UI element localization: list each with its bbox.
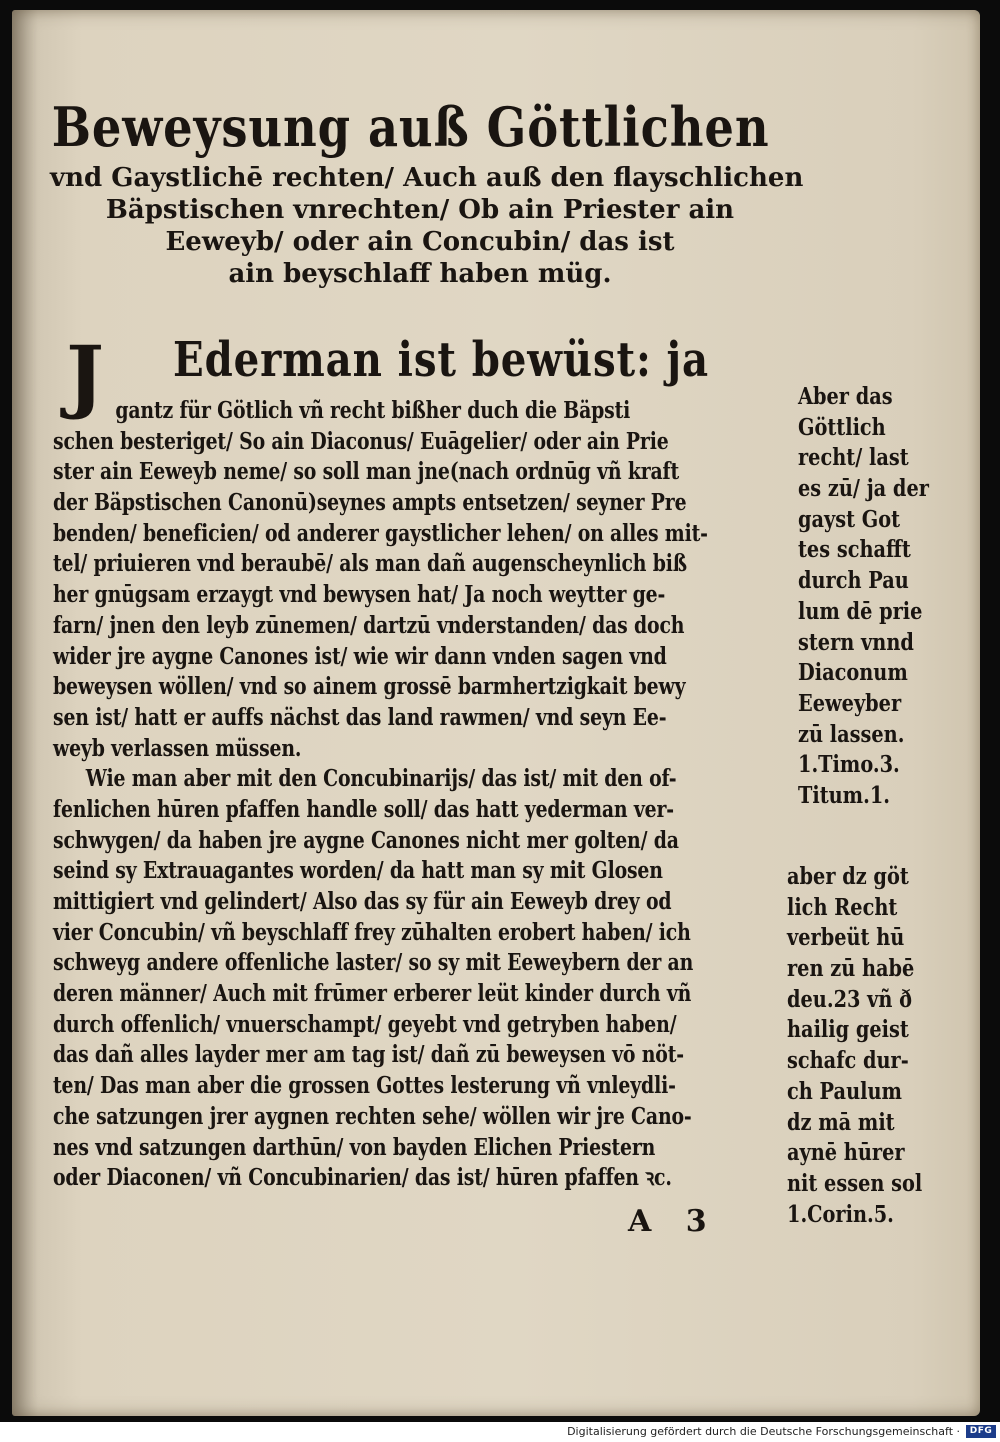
text-line: der Bäpstischen Canonū)seynes ampts entsetzen/ seyner Pre bbox=[53, 489, 687, 517]
heading-block bbox=[50, 92, 804, 290]
margin-line: schafc dur- bbox=[787, 1047, 909, 1075]
margin-line: zū lassen. bbox=[798, 720, 905, 748]
text-line: oder Diaconen/ vñ Concubinarien/ das ist/ hūren pfaffen ꝛc. bbox=[53, 1164, 672, 1192]
margin-line: 1.Timo.3. bbox=[798, 751, 900, 779]
paragraph-1 bbox=[53, 396, 773, 764]
margin-line: aber dz göt bbox=[787, 863, 909, 890]
text-line: seind sy Extrauagantes worden/ da hatt man sy mit Glosen bbox=[53, 857, 663, 885]
text-line: Wie man aber mit den Concubinarijs/ das ist/ mit den of- bbox=[85, 765, 677, 793]
margin-line: durch Pau bbox=[798, 567, 909, 595]
text-line: schen besteriget/ So ain Diaconus/ Euāgelier/ oder ain Prie bbox=[53, 427, 669, 455]
margin-line: Aber das bbox=[798, 383, 893, 410]
margin-line: dz mā mit bbox=[787, 1108, 895, 1136]
margin-line: verbeüt hū bbox=[787, 924, 905, 952]
funding-credit: Digitalisierung gefördert durch die Deutsche Forschungsgemeinschaft · bbox=[567, 1425, 960, 1438]
text-line: gantz für Götlich vñ recht bißher duch die Bäpsti bbox=[115, 397, 631, 424]
margin-line: ch Paulum bbox=[787, 1077, 902, 1105]
margin-line: Eeweyber bbox=[798, 689, 902, 717]
margin-note-1 bbox=[798, 382, 954, 812]
margin-line: gayst Got bbox=[798, 505, 901, 533]
text-line: wider jre aygne Canones ist/ wie wir dann vnden sagen vnd bbox=[53, 642, 667, 670]
margin-line: deu.23 vñ ð bbox=[787, 985, 913, 1013]
text-line: nes vnd satzungen darthūn/ von bayden Elichen Priestern bbox=[53, 1133, 656, 1161]
margin-line: lum dē prie bbox=[798, 597, 923, 625]
heading-sub-line: Bäpstischen vnrechten/ Ob ain Priester ain bbox=[105, 195, 735, 225]
heading-sub-line: ain beyschlaff haben müg. bbox=[228, 259, 612, 289]
heading-sub-line: vnd Gaystlichē rechten/ Auch auß den flayschlichen bbox=[50, 163, 804, 193]
text-line: sen ist/ hatt er auffs nächst das land rawmen/ vnd seyn Ee- bbox=[53, 703, 667, 731]
text-line: das dañ alles layder mer am tag ist/ dañ zū beweysen vō nöt- bbox=[53, 1041, 684, 1069]
margin-line: es zū/ ja der bbox=[798, 475, 929, 503]
text-line: beweysen wöllen/ vnd so ainem grossē barmhertzigkait bewy bbox=[53, 673, 686, 701]
text-line: durch offenlich/ vnuerschampt/ geyebt vnd getryben haben/ bbox=[53, 1010, 677, 1038]
margin-line: ren zū habē bbox=[787, 955, 915, 983]
margin-line: 1.Corin.5. bbox=[787, 1200, 894, 1228]
page-title: Beweysung auß Göttlichen bbox=[51, 95, 770, 159]
text-line: her gnūgsam erzaygt vnd bewysen hat/ Ja noch weytter ge- bbox=[53, 581, 666, 609]
text-line: schwygen/ da haben jre aygne Canones nicht mer golten/ da bbox=[53, 826, 679, 854]
opening-words: Ederman ist bewüst: ja bbox=[173, 332, 709, 388]
text-line: vier Concubin/ vñ beyschlaff frey zūhalten erobert haben/ ich bbox=[53, 918, 691, 946]
main-text-column bbox=[53, 330, 773, 1194]
margin-note-2 bbox=[787, 862, 948, 1230]
text-line: mittigiert vnd gelindert/ Also das sy für ain Eeweyb drey od bbox=[53, 888, 672, 915]
margin-line: tes schafft bbox=[798, 536, 911, 564]
heading-sub-line: Eeweyb/ oder ain Concubin/ das ist bbox=[165, 227, 675, 257]
text-line: tel/ priuieren vnd beraubē/ als man dañ augenscheynlich biß bbox=[53, 550, 687, 578]
text-line: benden/ beneficien/ od anderer gaystlicher lehen/ on alles mit- bbox=[53, 519, 708, 547]
dfg-logo-icon: DFG bbox=[966, 1425, 996, 1438]
margin-line: Titum.1. bbox=[798, 781, 891, 809]
text-line: deren männer/ Auch mit frūmer erberer leüt kinder durch vñ bbox=[53, 980, 692, 1008]
margin-line: Diaconum bbox=[798, 659, 908, 687]
margin-line: stern vnnd bbox=[798, 628, 914, 656]
text-line: che satzungen jrer aygnen rechten sehe/ wöllen wir jre Cano- bbox=[53, 1102, 692, 1130]
margin-line: aynē hūrer bbox=[787, 1139, 905, 1167]
signature-mark: A 3 bbox=[628, 1204, 719, 1239]
text-line: farn/ jnen den leyb zūnemen/ dartzū vnderstanden/ das doch bbox=[53, 611, 685, 639]
text-line: ster ain Eeweyb neme/ so soll man jne(nach ordnūg vñ kraft bbox=[53, 458, 680, 486]
text-line: fenlichen hūren pfaffen handle soll/ das hatt yederman ver- bbox=[53, 795, 674, 823]
paragraph-2 bbox=[53, 764, 773, 1194]
text-line: ten/ Das man aber die grossen Gottes lesterung vñ vnleydli- bbox=[53, 1072, 676, 1100]
margin-line: recht/ last bbox=[798, 444, 909, 472]
margin-line: nit essen sol bbox=[787, 1169, 923, 1197]
margin-line: Göttlich bbox=[798, 413, 886, 441]
drop-cap: J bbox=[66, 328, 104, 422]
footer-bar bbox=[0, 1422, 1000, 1442]
text-line: weyb verlassen müssen. bbox=[53, 734, 302, 762]
margin-line: lich Recht bbox=[787, 893, 898, 921]
margin-line: hailig geist bbox=[787, 1016, 909, 1044]
text-line: schweyg andere offenliche laster/ so sy mit Eeweybern der an bbox=[53, 949, 694, 977]
